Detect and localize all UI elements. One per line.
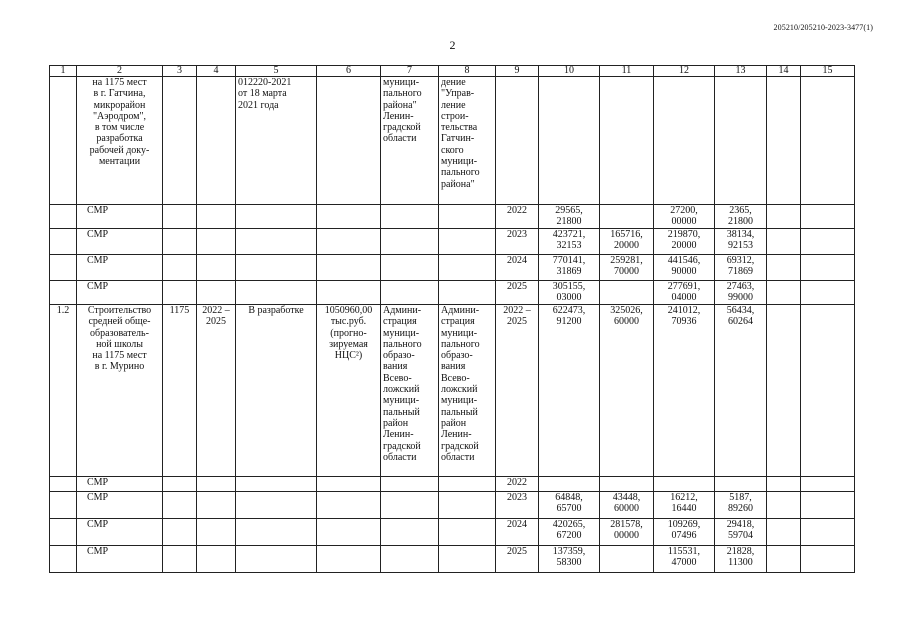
- table-cell-col-9: 2022 – 2025: [496, 305, 539, 477]
- table-cell-col-6: 1050960,00 тыс.руб. (прогно- зируемая НЦС²): [317, 305, 381, 477]
- table-cell-col-13: 29418, 59704: [715, 519, 767, 546]
- table-cell-col-13: [715, 477, 767, 492]
- table-cell-col-8: [439, 281, 496, 305]
- table-cell-col-5: [236, 281, 317, 305]
- table-cell-col-1: [50, 229, 77, 255]
- table-cell-col-10: 64848, 65700: [539, 492, 600, 519]
- table-row: [50, 477, 855, 492]
- table-cell-col-8: дение "Управ- ление строи- тельства Гатчин- ского муници- пального района": [439, 77, 496, 205]
- table-cell-col-2: СМР: [77, 281, 163, 305]
- table-cell-col-13: 2365, 21800: [715, 205, 767, 229]
- table-cell-col-1: [50, 519, 77, 546]
- table-row: [50, 205, 855, 229]
- column-number-row: [50, 66, 855, 77]
- table-cell-col-10: 423721, 32153: [539, 229, 600, 255]
- table-cell-col-13: 56434, 60264: [715, 305, 767, 477]
- table-cell-col-7: [381, 519, 439, 546]
- table-cell-col-3: [163, 477, 197, 492]
- column-number: 4: [197, 66, 236, 77]
- table-cell-col-11: 259281, 70000: [600, 255, 654, 281]
- table-cell-col-10: 770141, 31869: [539, 255, 600, 281]
- table-cell-col-3: [163, 492, 197, 519]
- table-cell-col-10: 137359, 58300: [539, 546, 600, 573]
- table-cell-col-11: [600, 77, 654, 205]
- table-cell-col-6: [317, 255, 381, 281]
- table-cell-col-11: [600, 281, 654, 305]
- table-cell-col-7: [381, 477, 439, 492]
- table-cell-col-9: 2023: [496, 492, 539, 519]
- table-cell-col-4: [197, 519, 236, 546]
- table-cell-col-2: СМР: [77, 492, 163, 519]
- table-cell-col-9: 2022: [496, 205, 539, 229]
- table-cell-col-14: [767, 477, 801, 492]
- table-cell-col-12: [654, 477, 715, 492]
- table-cell-col-1: [50, 492, 77, 519]
- table-cell-col-4: [197, 229, 236, 255]
- table-cell-col-15: [801, 477, 855, 492]
- table-cell-col-4: 2022 – 2025: [197, 305, 236, 477]
- table-row: [50, 519, 855, 546]
- table-cell-col-4: [197, 255, 236, 281]
- table-cell-col-1: [50, 205, 77, 229]
- table-cell-col-14: [767, 229, 801, 255]
- column-number: 2: [77, 66, 163, 77]
- table-cell-col-7: муници- пального района" Ленин- градской области: [381, 77, 439, 205]
- table-cell-col-8: [439, 519, 496, 546]
- table-row: [50, 305, 855, 477]
- table-cell-col-7: [381, 205, 439, 229]
- table-row: [50, 77, 855, 205]
- table-cell-col-9: 2022: [496, 477, 539, 492]
- table-cell-col-6: [317, 546, 381, 573]
- table-cell-col-2: Строительство средней обще- образователь- ной школы на 1175 мест в г. Мурино: [77, 305, 163, 477]
- table-cell-col-12: 27200, 00000: [654, 205, 715, 229]
- table-cell-col-8: [439, 229, 496, 255]
- table-cell-col-7: [381, 229, 439, 255]
- column-number: 1: [50, 66, 77, 77]
- table-cell-col-5: [236, 477, 317, 492]
- table-cell-col-1: [50, 255, 77, 281]
- table-cell-col-12: 277691, 04000: [654, 281, 715, 305]
- table-cell-col-3: [163, 229, 197, 255]
- table-cell-col-4: [197, 77, 236, 205]
- table-cell-col-14: [767, 546, 801, 573]
- table-cell-col-3: [163, 281, 197, 305]
- table-cell-col-10: 29565, 21800: [539, 205, 600, 229]
- table-cell-col-15: [801, 519, 855, 546]
- table-cell-col-6: [317, 492, 381, 519]
- table-cell-col-6: [317, 281, 381, 305]
- table-cell-col-10: 305155, 03000: [539, 281, 600, 305]
- table-cell-col-8: [439, 477, 496, 492]
- table-cell-col-8: [439, 255, 496, 281]
- table-cell-col-15: [801, 281, 855, 305]
- page-number: 2: [449, 38, 456, 52]
- table-row: [50, 546, 855, 573]
- table-cell-col-11: 325026, 60000: [600, 305, 654, 477]
- table-cell-col-8: [439, 492, 496, 519]
- table-cell-col-2: СМР: [77, 519, 163, 546]
- table-cell-col-2: СМР: [77, 477, 163, 492]
- table-cell-col-13: 27463, 99000: [715, 281, 767, 305]
- table-cell-col-14: [767, 519, 801, 546]
- table-cell-col-14: [767, 305, 801, 477]
- table-cell-col-3: 1175: [163, 305, 197, 477]
- table-cell-col-12: [654, 77, 715, 205]
- column-number: 12: [654, 66, 715, 77]
- table-cell-col-11: [600, 477, 654, 492]
- table-cell-col-15: [801, 492, 855, 519]
- table-cell-col-9: 2025: [496, 281, 539, 305]
- table-cell-col-7: Админи- страция муници- пального образо- вания Всево- ложский муници- пальный район Ленин- градской области: [381, 305, 439, 477]
- table-cell-col-9: 2024: [496, 255, 539, 281]
- table-cell-col-4: [197, 477, 236, 492]
- table-cell-col-14: [767, 281, 801, 305]
- table-cell-col-15: [801, 305, 855, 477]
- table-cell-col-15: [801, 77, 855, 205]
- data-table: [49, 65, 855, 573]
- table-cell-col-10: [539, 77, 600, 205]
- column-number: 8: [439, 66, 496, 77]
- table-cell-col-7: [381, 492, 439, 519]
- table-cell-col-5: [236, 255, 317, 281]
- table-row: [50, 255, 855, 281]
- table-cell-col-3: [163, 205, 197, 229]
- table-row: [50, 229, 855, 255]
- table-cell-col-5: [236, 492, 317, 519]
- table-cell-col-2: СМР: [77, 546, 163, 573]
- table-cell-col-13: 21828, 11300: [715, 546, 767, 573]
- table-cell-col-12: 109269, 07496: [654, 519, 715, 546]
- table-cell-col-5: [236, 546, 317, 573]
- table-cell-col-4: [197, 205, 236, 229]
- table-cell-col-15: [801, 255, 855, 281]
- column-number: 9: [496, 66, 539, 77]
- table-cell-col-13: 69312, 71869: [715, 255, 767, 281]
- column-number: 14: [767, 66, 801, 77]
- table-cell-col-15: [801, 229, 855, 255]
- table-row: [50, 281, 855, 305]
- table-cell-col-5: [236, 229, 317, 255]
- column-number: 10: [539, 66, 600, 77]
- table-cell-col-2: СМР: [77, 255, 163, 281]
- table-cell-col-1: [50, 77, 77, 205]
- document-id: 205210/205210-2023-3477(1): [773, 23, 873, 32]
- table-cell-col-9: 2025: [496, 546, 539, 573]
- table-cell-col-6: [317, 205, 381, 229]
- table-cell-col-2: СМР: [77, 229, 163, 255]
- table-cell-col-4: [197, 281, 236, 305]
- table-cell-col-6: [317, 77, 381, 205]
- table-cell-col-12: 115531, 47000: [654, 546, 715, 573]
- table-cell-col-7: [381, 281, 439, 305]
- table-cell-col-6: [317, 229, 381, 255]
- table-cell-col-10: 420265, 67200: [539, 519, 600, 546]
- table-cell-col-14: [767, 77, 801, 205]
- table-cell-col-7: [381, 546, 439, 573]
- table-cell-col-12: 16212, 16440: [654, 492, 715, 519]
- column-number: 15: [801, 66, 855, 77]
- table-cell-col-3: [163, 77, 197, 205]
- table-cell-col-12: 441546, 90000: [654, 255, 715, 281]
- table-cell-col-11: 281578, 00000: [600, 519, 654, 546]
- table-cell-col-11: 165716, 20000: [600, 229, 654, 255]
- table-cell-col-1: [50, 477, 77, 492]
- table-cell-col-13: 5187, 89260: [715, 492, 767, 519]
- table-cell-col-3: [163, 255, 197, 281]
- table-cell-col-6: [317, 477, 381, 492]
- table-cell-col-11: 43448, 60000: [600, 492, 654, 519]
- table-cell-col-2: СМР: [77, 205, 163, 229]
- table-cell-col-1: 1.2: [50, 305, 77, 477]
- table-cell-col-5: [236, 519, 317, 546]
- column-number: 6: [317, 66, 381, 77]
- table-cell-col-1: [50, 281, 77, 305]
- table-cell-col-15: [801, 546, 855, 573]
- column-number: 13: [715, 66, 767, 77]
- table-row: [50, 492, 855, 519]
- table-cell-col-5: 012220-2021 от 18 марта 2021 года: [236, 77, 317, 205]
- table-cell-col-13: [715, 77, 767, 205]
- table-cell-col-9: [496, 77, 539, 205]
- table-cell-col-5: [236, 205, 317, 229]
- table-cell-col-12: 241012, 70936: [654, 305, 715, 477]
- table-cell-col-4: [197, 546, 236, 573]
- table-cell-col-7: [381, 255, 439, 281]
- table-cell-col-1: [50, 546, 77, 573]
- table-cell-col-6: [317, 519, 381, 546]
- table-cell-col-2: на 1175 мест в г. Гатчина, микрорайон "Аэродром", в том числе разработка рабочей доку- ментации: [77, 77, 163, 205]
- column-number: 3: [163, 66, 197, 77]
- table-cell-col-8: Админи- страция муници- пального образо- вания Всево- ложский муници- пальный район Ленин- градской области: [439, 305, 496, 477]
- table-cell-col-15: [801, 205, 855, 229]
- table-cell-col-11: [600, 205, 654, 229]
- table-cell-col-8: [439, 205, 496, 229]
- column-number: 5: [236, 66, 317, 77]
- table-cell-col-14: [767, 255, 801, 281]
- table-cell-col-10: [539, 477, 600, 492]
- table-cell-col-9: 2023: [496, 229, 539, 255]
- table-cell-col-5: В разработке: [236, 305, 317, 477]
- table-cell-col-10: 622473, 91200: [539, 305, 600, 477]
- table-cell-col-11: [600, 546, 654, 573]
- column-number: 11: [600, 66, 654, 77]
- table-cell-col-14: [767, 492, 801, 519]
- column-number: 7: [381, 66, 439, 77]
- table-cell-col-9: 2024: [496, 519, 539, 546]
- table-cell-col-14: [767, 205, 801, 229]
- table-cell-col-12: 219870, 20000: [654, 229, 715, 255]
- table-cell-col-8: [439, 546, 496, 573]
- table-cell-col-3: [163, 546, 197, 573]
- table-cell-col-3: [163, 519, 197, 546]
- table-body: [50, 77, 855, 573]
- table-cell-col-4: [197, 492, 236, 519]
- table-cell-col-13: 38134, 92153: [715, 229, 767, 255]
